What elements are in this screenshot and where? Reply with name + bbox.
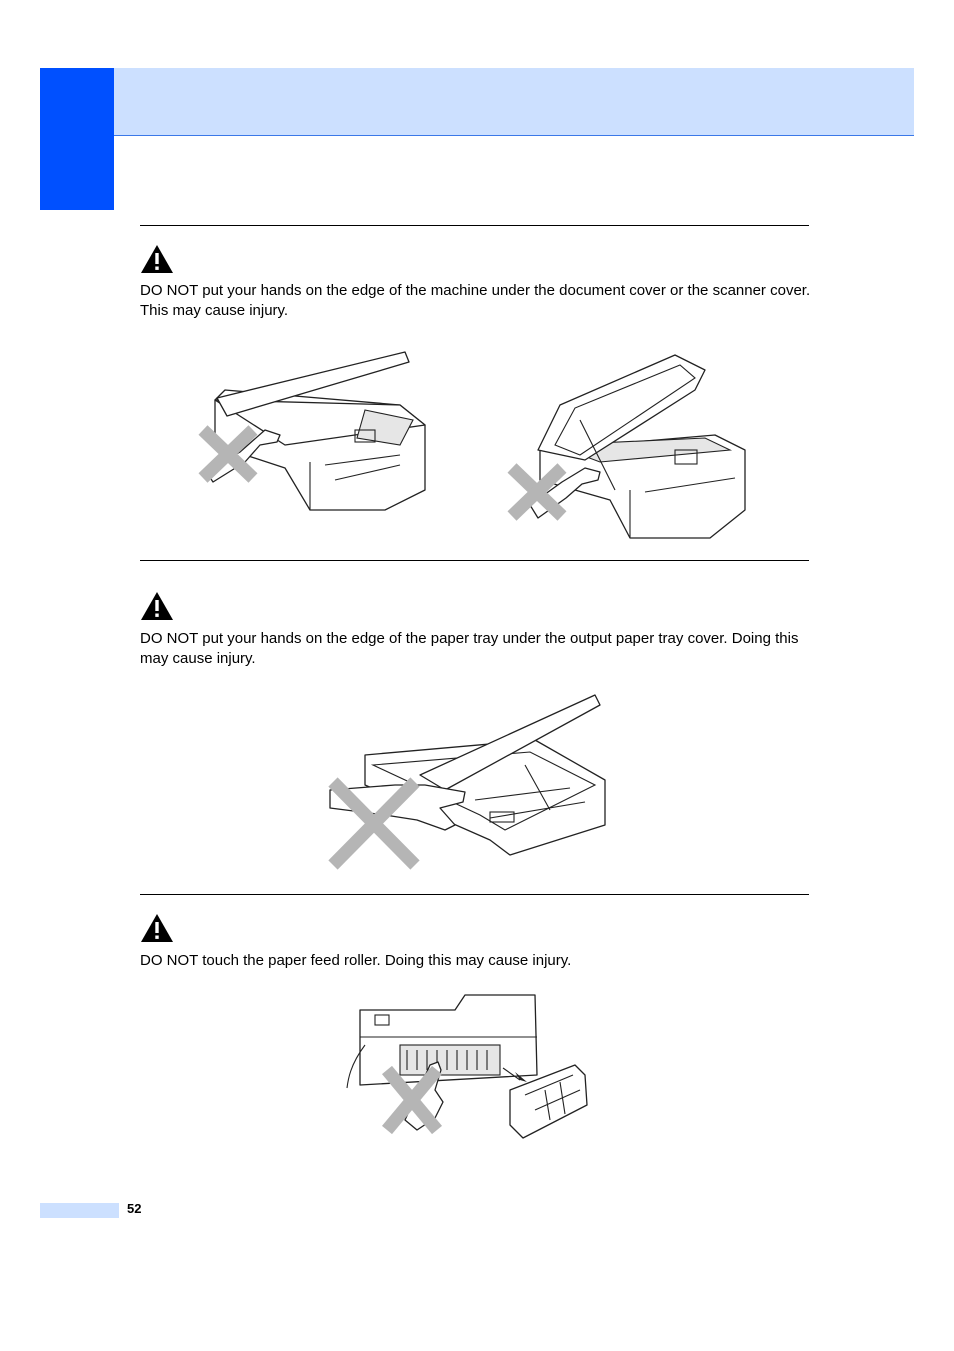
warning-triangle-icon [140,591,174,621]
section-divider [140,560,809,561]
header-band [114,68,914,136]
warning-triangle-icon [140,913,174,943]
scanner-open-hand-illustration [500,350,755,540]
warning-text: DO NOT put your hands on the edge of the machine under the document cover or the scanner cover. This may cause injury. [140,282,811,319]
warning-text: DO NOT put your hands on the edge of the paper tray under the output paper tray cover. Doing this may cause injury. [140,630,799,667]
scanner-cover-hand-illustration [185,350,435,515]
paper-tray-hand-illustration [325,690,615,875]
footer-bar [40,1203,119,1218]
section-divider [140,225,809,226]
chapter-tab-block [40,68,114,210]
page-number: 52 [127,1201,142,1216]
paper-feed-roller-illustration [345,990,595,1140]
section-divider [140,894,809,895]
warning-triangle-icon [140,244,174,274]
warning-text: DO NOT touch the paper feed roller. Doing this may cause injury. [140,952,572,969]
